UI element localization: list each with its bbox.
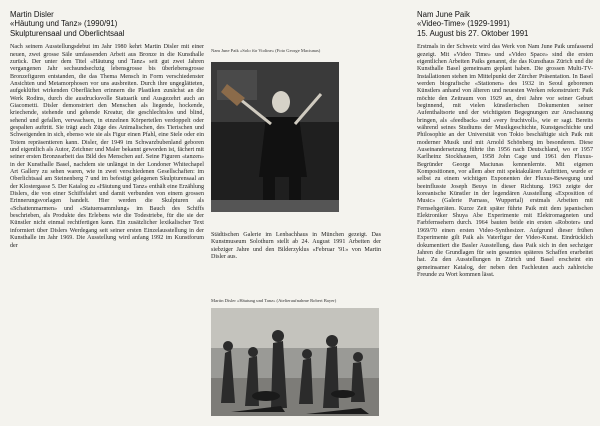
article-paragraph: Erstmals in der Schweiz wird das Werk von Nam June Paik umfassend gezeigt. Mit «Video Time» und «Video Space» sind die ersten eigentlichen Arbeiten Paiks genannt, die das Kunsthaus Zürich und die Kunsthalle Basel gemeinsam geplant haben. Die grossen Multi-TV-Installationen stehen im Mittelpunkt der Zürcher Präsentation. In Basel werden biografische «Stationen» des 1932 in Seoul geborenen Künstlers anhand von älteren und neuesten Werken rekonstruiert: Paik möchte den Zeitraum von 1929 an, drei Jahre vor seiner Geburt beginnend, mit vielen künstlerischen Dokumenten seiner Aufenthaltsorte und der wichtigsten Begegnungen zur Anschauung bringen, als «feedback» und «very fruchtvoll», wie er sagt. Bereits während seines Studiums der Musikgeschichte, Kunstgeschichte und Philosophie an der Universität von Tokio beschäftigte sich Paik mit moderner Musik und mit Arnold Schönberg im besonderen. Diese Auseinandersetzung führte ihn 1956 nach Deutschland, wo er 1957 Karlheinz Stockhausen, 1958 John Cage und 1961 den Fluxus-Begründer George Maciunas kennenlernte. Mit eigenen Kompositionen, vor allem aber mit spektakulären Auftritten, wurde er selbst zu einem wichtigen Exponenten der Fluxus-Bewegung und beeinflusste Joseph Beuys in dieser Richtung. 1963 zeigte der koreanische Künstler in der legendären Ausstellung «Exposition of Music» (Galerie Parnass, Wuppertal) erstmals Arbeiten mit Fernsehgeräten. Kurze Zeit später führte Paik mit dem japanischen Elektroniker Shuya Abe Experimente mit Elektromagneten und Farbfernsehern durch. 1964 bauten beide ein ersten «Roboter» und 1969/70 einen ersten Video-Synthesizer. Aufgrund dieser frühen Experimente gilt Paik als Vaterfigur der Video-Kunst. Eindrücklich dokumentiert die Basler Ausstellung, dass Paik sich in den sechziger Jahren die Grundlagen für sein gesamtes späteres Schaffen erarbeitet hat. Zu den Ausstellungen in Zürich und Basel erscheint ein gemeinsamer Katalog, der neben den Fachleuten auch zahlreiche Freunde zu Wort kommen lässt.: [417, 44, 593, 278]
artist-name: Martin Disler: [10, 10, 54, 19]
paik-heading: [417, 10, 593, 38]
paik-article: [417, 10, 593, 279]
artist-name: Nam June Paik: [417, 10, 470, 19]
photo-caption-top: [211, 48, 361, 54]
disler-article: [10, 10, 204, 250]
paik-violin-photo: [211, 62, 339, 212]
caption-text: Martin Disler «Häutung und Tanz» (Atelieraufnahme Robert Bayer): [211, 298, 337, 303]
disler-heading: [10, 10, 204, 38]
exhibition-venue: Skulpturensaal und Oberlichtsaal: [10, 28, 125, 38]
disler-continuation: [211, 232, 381, 261]
photo-caption-bottom: [211, 298, 381, 304]
exhibition-title: «Video-Time» (1929-1991): [417, 19, 510, 29]
photo-sculptures-image: [211, 308, 379, 416]
article-body: [10, 44, 204, 250]
exhibition-dates: 15. August bis 27. Oktober 1991: [417, 28, 529, 38]
article-body: [417, 44, 593, 279]
article-paragraph: Nach seinem Ausstellungsdebut im Jahr 1980 kehrt Martin Disler mit einer neuen, zwei grosse Säle umfassenden Arbeit aus Bronze in die Kunsthalle zurück. Der unter dem Titel «Häutung und Tanz» seit gut zwei Jahren vergangenen Jahr sechsundsechzig lebensgrosse bis überlebensgrosse Bronzefiguren entstanden, die das Thema Mensch in Form verschiedenster Ansichten und Metamorphosen vor uns ausbreiten. Durch ihre ungeglätteten, aufgeklüftet wirkenden Oberflächen erinnern die Plastiken zunächst an die Werk Rodins, durch die ausdrucksvolle Statuarik und Ausgezehrt auch an Giacometti. Disler demonstriert den Menschen als liegende, hockende, kriechende, stehende und gehende Kreatur, die geschlechtslos und blind, sehend und gefallen, verwachsen, in einzelnen Körperteilen verdoppelt oder gespalten auftritt. Sie trägt auch Züge des Animalischen, des Tierischen und Schweigenden in sich, ebenso wie sie als Figur einen Pfahl, eine Stele oder ein Totem repräsentieren kann. Disler, der 1949 im Schwarzbubenland geboren und eigentlich als Autor, Zeichner und Maler bekannt geworden ist, fächert mit seiner ersten Bronzearbeit das Bild des Menschen auf. Seine Figuren «tanzen» in der Kunsthalle Basel, nachdem sie unlängst in der Londoner Whitechapel Art Gallery zu sehen waren, wie in zwei verschiedenen Gesellschaften: im Oberlichtsaal am Steinenberg 7 und im befestigt gelegenen Skulpturensaal an der Klostergasse 5. Der Katalog zu «Häutung und Tanz» enthält eine Erzählung Dislers, die von einer Schiffsfahrt und damit verbunden von einem grossen Erinnerungsvorlagen handelt. Hier werden die Skulpturen als «Schattenmarmen» und «Statuensammlung» im Bauch des Schiffs beschrieben, als Produkte des Erlebens wie die Todestriebe, für die sie der Künstler nicht einmal rechtfertigen kann. Ein zusätzlicher lexikalischer Text informiert über Dislers Werdegang seit seiner ersten Einzelausstellung in der Kunsthalle im Jahr 1969. Die Ausstellung wird anfang 1992 im Kunstforum der: [10, 44, 204, 249]
photo-violin-image: [211, 62, 339, 212]
caption-text: Nam June Paik «Solo für Violine» (Foto George Maciunas): [211, 48, 321, 53]
continuation-paragraph: Städtischen Galerie im Lenbachhaus in München gezeigt. Das Kunstmuseum Solothurn stellt ab 24. August 1991 Arbeiten der siebziger Jahre und den Bilderzyklus «Februar '91» von Martin Disler aus.: [211, 232, 381, 261]
exhibition-title: «Häutung und Tanz» (1990/91): [10, 19, 118, 29]
disler-sculptures-photo: [211, 308, 379, 416]
continuation-body: [211, 232, 381, 261]
